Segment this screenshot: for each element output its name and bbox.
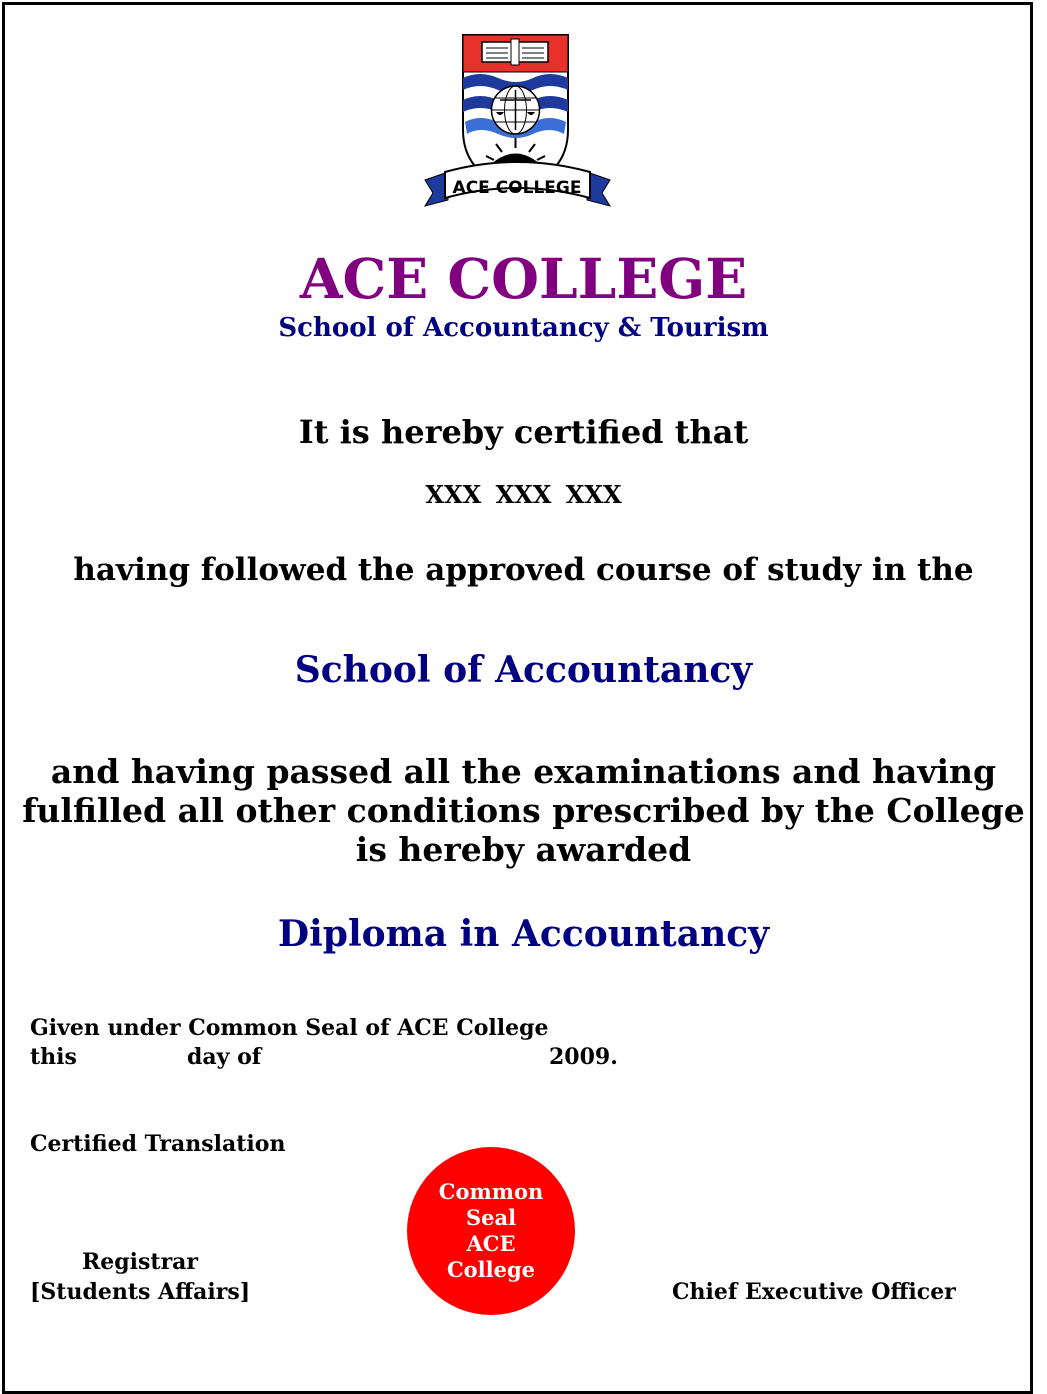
given-year: 2009.	[549, 1044, 618, 1070]
crest-banner-text: ACE COLLEGE	[452, 178, 582, 198]
certified-translation-label: Certified Translation	[30, 1131, 286, 1157]
registrar-signature-label: Registrar	[82, 1249, 199, 1275]
given-this-label: this	[30, 1044, 77, 1070]
conditions-text: and having passed all the examinations and having fulfilled all other conditions prescribed by the College is hereby awarded	[22, 752, 1025, 869]
common-seal-text: Common Seal ACE College	[438, 1179, 544, 1282]
college-crest-logo	[420, 30, 615, 212]
course-intro-text: having followed the approved course of study in the	[73, 552, 974, 588]
common-seal	[407, 1147, 575, 1315]
ceo-signature-label: Chief Executive Officer	[672, 1279, 956, 1305]
award-title: Diploma in Accountancy	[277, 913, 770, 955]
school-name: School of Accountancy	[294, 649, 753, 691]
given-under-seal-line: Given under Common Seal of ACE College	[30, 1015, 549, 1041]
registrar-department: [Students Affairs]	[30, 1279, 251, 1305]
recipient-name: XXX XXX XXX	[425, 480, 622, 509]
given-day-of-label: day of	[187, 1044, 262, 1070]
school-subtitle: School of Accountancy & Tourism	[278, 313, 769, 343]
college-name: ACE COLLEGE	[299, 246, 748, 311]
certification-intro: It is hereby certified that	[298, 413, 749, 451]
